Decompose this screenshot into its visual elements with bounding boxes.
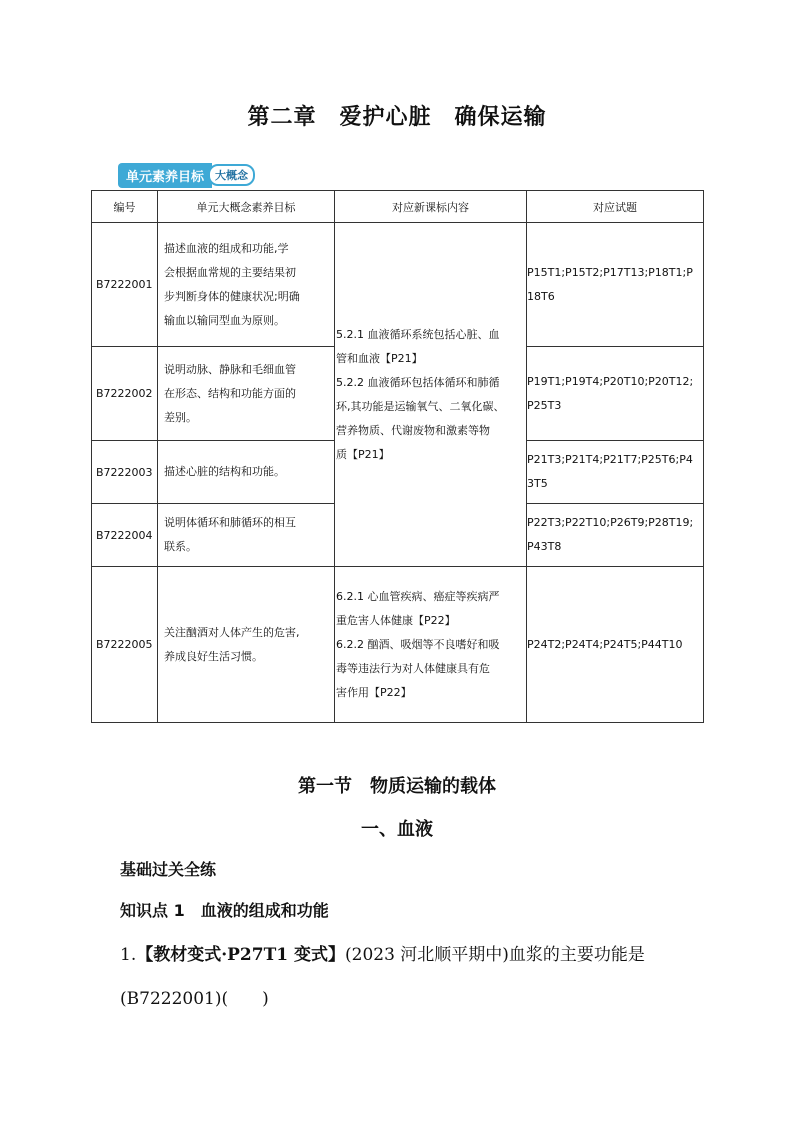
- header-tests: 对应试题: [527, 191, 704, 223]
- header-goal: 单元大概念素养目标: [158, 191, 335, 223]
- header-code: 编号: [92, 191, 158, 223]
- row-tests: P19T1;P19T4;P20T10;P20T12; P25T3: [527, 347, 704, 441]
- unit-goal-table: [91, 190, 704, 723]
- row-goal: 说明体循环和肺循环的相互 联系。: [158, 504, 335, 567]
- practice-heading: 基础过关全练: [120, 860, 217, 879]
- row-tests: P15T1;P15T2;P17T13;P18T1;P 18T6: [527, 223, 704, 347]
- row-standard-merged: 5.2.1 血液循环系统包括心脏、血 管和血液【P21】 5.2.2 血液循环包括体循环和肺循 环,其功能是运输氧气、二氧化碳、 营养物质、代谢废物和激素等物 质【P21】: [335, 223, 527, 567]
- row-code: B7222002: [92, 347, 158, 441]
- row-goal: 关注酗酒对人体产生的危害, 养成良好生活习惯。: [158, 567, 335, 723]
- question-tag: 【教材变式·P27T1 变式】: [136, 945, 345, 965]
- section-title: 第一节 物质运输的载体: [298, 776, 496, 797]
- sub-title: 一、血液: [361, 819, 433, 840]
- knowledge-point-heading: 知识点 1 血液的组成和功能: [120, 901, 329, 920]
- chapter-title: 第二章 爱护心脏 确保运输: [247, 105, 547, 130]
- row-tests: P21T3;P21T4;P21T7;P25T6;P4 3T5: [527, 441, 704, 504]
- table-header-row: [92, 191, 704, 223]
- row-code: B7222004: [92, 504, 158, 567]
- row-goal: 描述血液的组成和功能,学 会根据血常规的主要结果初 步判断身体的健康状况;明确 输血以输同型血为原则。: [158, 223, 335, 347]
- row-tests: P22T3;P22T10;P26T9;P28T19; P43T8: [527, 504, 704, 567]
- row-tests: P24T2;P24T4;P24T5;P44T10: [527, 567, 704, 723]
- badge-main-label: 单元素养目标: [118, 163, 212, 188]
- question-text: (2023 河北顺平期中)血浆的主要功能是: [345, 945, 645, 965]
- row-code: B7222005: [92, 567, 158, 723]
- header-standard: 对应新课标内容: [335, 191, 527, 223]
- badge-sub-label: 大概念: [208, 164, 255, 186]
- row-goal: 说明动脉、静脉和毛细血管 在形态、结构和功能方面的 差别。: [158, 347, 335, 441]
- table-row: [92, 223, 704, 347]
- row-code: B7222003: [92, 441, 158, 504]
- question-1: [120, 940, 645, 965]
- row-code: B7222001: [92, 223, 158, 347]
- row-standard: 6.2.1 心血管疾病、癌症等疾病严 重危害人体健康【P22】 6.2.2 酗酒、吸烟等不良嗜好和吸 毒等违法行为对人体健康具有危 害作用【P22】: [335, 567, 527, 723]
- question-1-continuation: (B7222001)( ): [120, 989, 269, 1009]
- table-row: [92, 567, 704, 723]
- unit-goal-badge: [118, 163, 255, 187]
- question-number: 1.: [120, 945, 137, 965]
- row-goal: 描述心脏的结构和功能。: [158, 441, 335, 504]
